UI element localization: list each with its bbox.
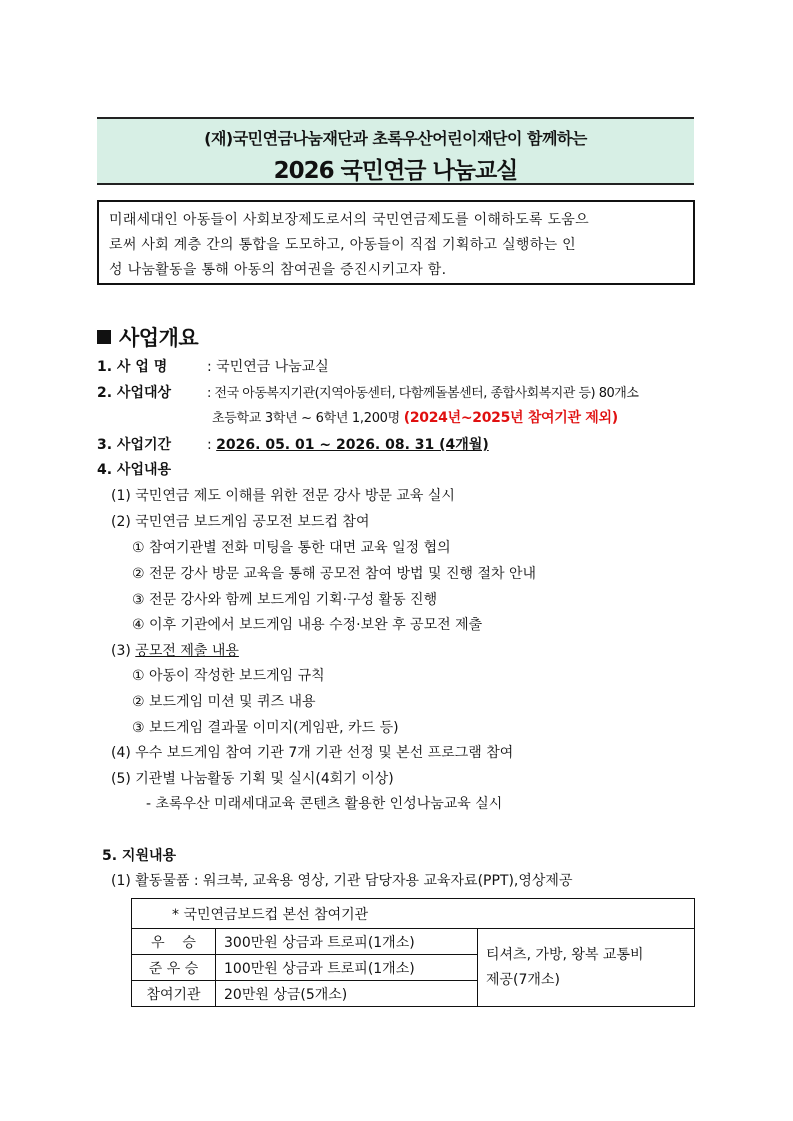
banner-subtitle: (재)국민연금나눔재단과 초록우산어린이재단이 함께하는: [204, 129, 587, 148]
award-table: [131, 898, 695, 1007]
project-name-label: 1. 사 업 명: [97, 359, 168, 375]
content-item-3-number: (3): [111, 643, 131, 659]
square-bullet-icon: [97, 330, 111, 344]
content-item-2-2: ② 전문 강사 방문 교육을 통해 공모전 참여 방법 및 진행 절차 안내: [132, 566, 537, 582]
item-project-name: [97, 356, 329, 376]
content-item-3: [111, 640, 239, 660]
award-prize: 300만원 상금과 트로피(1개소): [216, 929, 478, 955]
award-prize: 20만원 상금(5개소): [216, 981, 478, 1007]
award-table-header: * 국민연금보드컵 본선 참여기관: [132, 899, 695, 929]
target-exclusion-note: (2024년~2025년 참여기관 제외): [403, 410, 618, 426]
award-benefit-line-2: 제공(7개소): [486, 971, 560, 988]
support-item-1: (1) 활동물품 : 워크북, 교육용 영상, 기관 담당자용 교육자료(PPT),영상제공: [111, 873, 573, 889]
purpose-line-1: 미래세대인 아동들이 사회보장제도로서의 국민연금제도를 이해하도록 도움으: [109, 212, 589, 228]
banner-title: 2026 국민연금 나눔교실: [273, 158, 518, 184]
content-item-3-2: ② 보드게임 미션 및 퀴즈 내용: [132, 694, 316, 710]
content-item-3-title: 공모전 제출 내용: [135, 643, 239, 659]
award-benefit: [478, 929, 695, 1007]
award-prize: 100만원 상금과 트로피(1개소): [216, 955, 478, 981]
content-item-3-1: ① 아동이 작성한 보드게임 규칙: [132, 668, 325, 684]
target-value-line-1: : 전국 아동복지기관(지역아동센터, 다함께돌봄센터, 종합사회복지관 등) 80개소: [207, 386, 639, 401]
purpose-box: [97, 200, 695, 285]
purpose-line-2: 로써 사회 계층 간의 통합을 도모하고, 아동들이 직접 기획하고 실행하는 인: [109, 237, 576, 253]
content-item-2-3: ③ 전문 강사와 함께 보드게임 기획·구성 활동 진행: [132, 592, 438, 608]
support-label: 5. 지원내용: [102, 848, 177, 864]
content-item-1: (1) 국민연금 제도 이해를 위한 전문 강사 방문 교육 실시: [111, 488, 455, 504]
content-item-3-3: ③ 보드게임 결과물 이미지(게임판, 카드 등): [132, 720, 399, 736]
period-label: 3. 사업기간: [97, 437, 172, 453]
table-row: [132, 929, 695, 955]
content-item-2-1: ① 참여기관별 전화 미팅을 통한 대면 교육 일정 협의: [132, 540, 451, 556]
purpose-line-3: 성 나눔활동을 통해 아동의 참여권을 증진시키고자 함.: [109, 262, 447, 278]
award-rank: 우 승: [132, 929, 216, 955]
content-item-4: (4) 우수 보드게임 참여 기관 7개 기관 선정 및 본선 프로그램 참여: [111, 745, 514, 761]
content-label: 4. 사업내용: [97, 462, 172, 478]
content-item-5: (5) 기관별 나눔활동 기획 및 실시(4회기 이상): [111, 771, 394, 787]
content-item-2: (2) 국민연금 보드게임 공모전 보드컵 참여: [111, 514, 370, 530]
award-rank: 준 우 승: [132, 955, 216, 981]
project-name-value: : 국민연금 나눔교실: [207, 359, 329, 375]
target-label: 2. 사업대상: [97, 385, 172, 401]
award-table-header-row: [132, 899, 695, 929]
target-value-line-2: 초등학교 3학년 ~ 6학년 1,200명: [212, 411, 404, 426]
item-target-line-2: [212, 407, 618, 427]
item-period: [97, 434, 489, 454]
title-banner: [97, 117, 694, 185]
section-heading-text: 사업개요: [119, 326, 199, 350]
section-heading: [97, 322, 198, 352]
award-rank: 참여기관: [132, 981, 216, 1007]
content-item-5-detail: - 초록우산 미래세대교육 콘텐츠 활용한 인성나눔교육 실시: [146, 796, 503, 812]
item-target: [97, 382, 638, 402]
content-item-2-4: ④ 이후 기관에서 보드게임 내용 수정·보완 후 공모전 제출: [132, 617, 483, 633]
period-value: 2026. 05. 01 ~ 2026. 08. 31 (4개월): [216, 437, 489, 453]
award-benefit-line-1: 티셔츠, 가방, 왕복 교통비: [486, 946, 644, 963]
period-colon: :: [207, 437, 212, 453]
